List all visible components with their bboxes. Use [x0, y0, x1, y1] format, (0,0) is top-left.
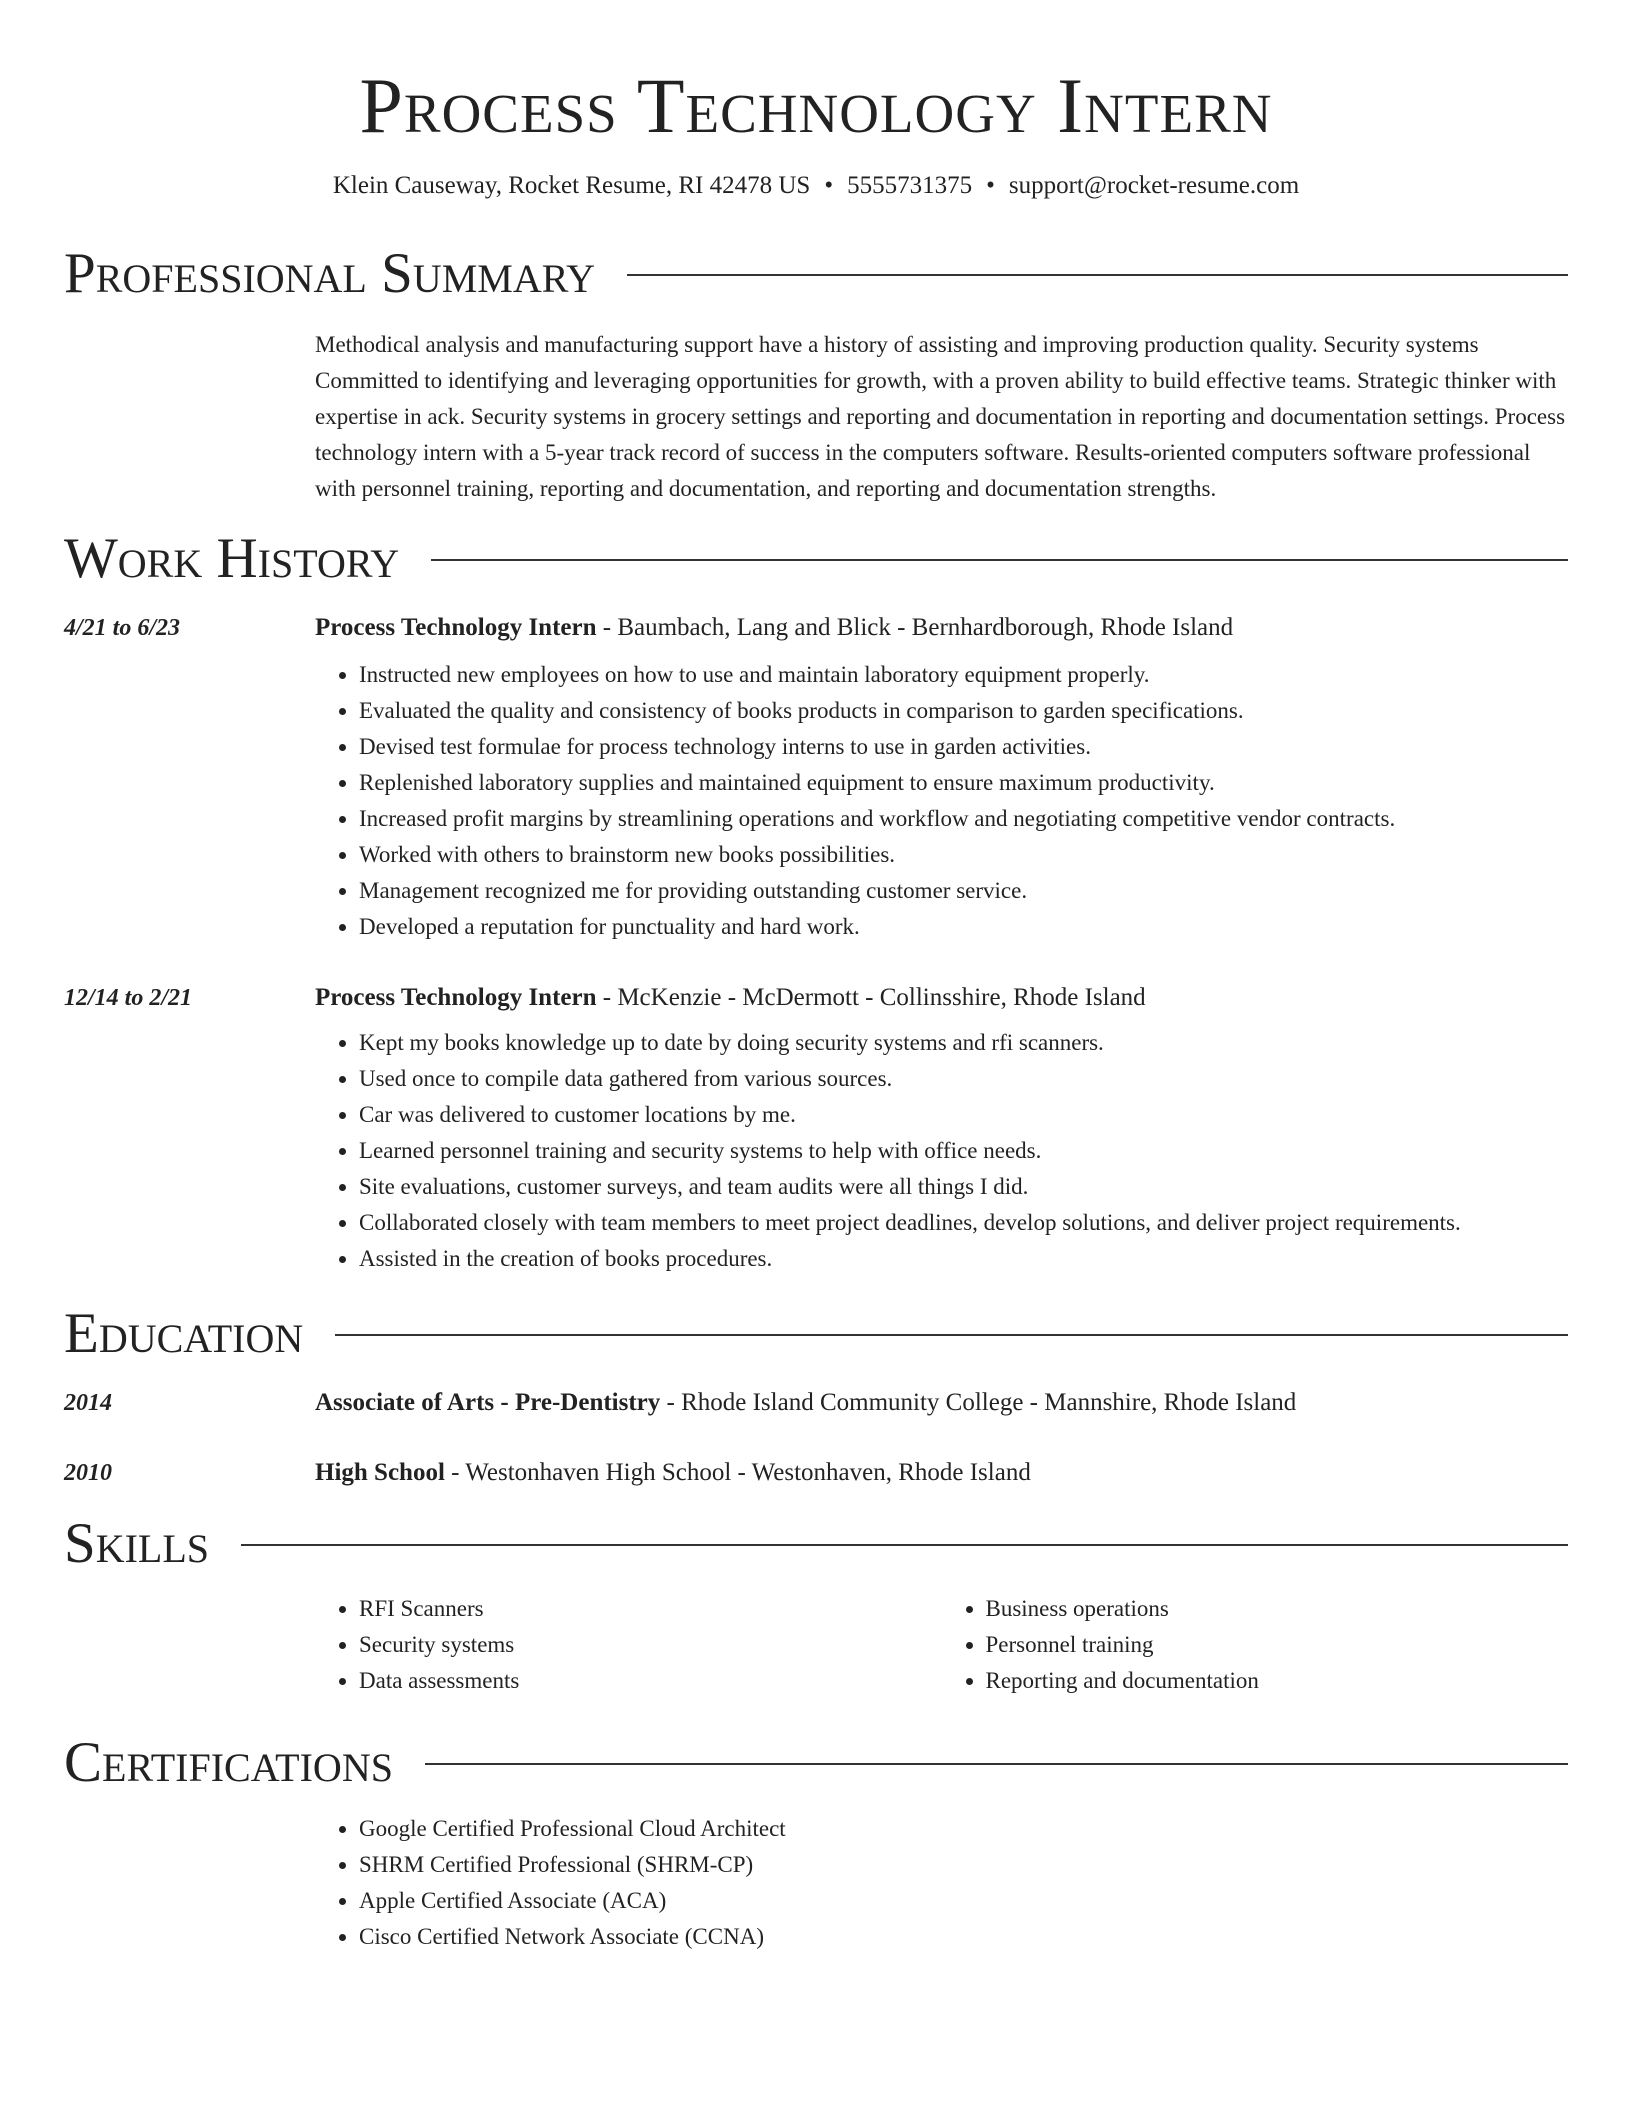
- certification-item: • Cisco Certified Network Associate (CCNA): [359, 1919, 1568, 1955]
- section-title: Professional Summary: [64, 242, 596, 305]
- job-dates: 4/21 to 6/23: [64, 615, 181, 641]
- certifications-list: [315, 1811, 1568, 1955]
- job-title-line: [315, 611, 1568, 645]
- list-item: • Devised test formulae for process technology interns to use in garden activities.: [359, 729, 1568, 765]
- list-item: • Replenished laboratory supplies and maintained equipment to ensure maximum productivity.: [359, 765, 1568, 801]
- summary-header: [64, 239, 1568, 309]
- job-details: - Baumbach, Lang and Blick - Bernhardborough, Rhode Island: [596, 614, 1234, 641]
- work-history-header: [64, 524, 1568, 594]
- skills-list-left: [315, 1591, 942, 1699]
- section-divider: [431, 559, 1568, 561]
- skills-list-right: [942, 1591, 1569, 1699]
- education-entry: [64, 1386, 1568, 1420]
- education-details: - Rhode Island Community College - Mannshire, Rhode Island: [660, 1389, 1297, 1416]
- education-details: - Westonhaven High School - Westonhaven, Rhode Island: [444, 1459, 1031, 1486]
- list-item: • Management recognized me for providing outstanding customer service.: [359, 873, 1568, 909]
- list-item: • Learned personnel training and security systems to help with office needs.: [359, 1133, 1568, 1169]
- contact-separator: •: [986, 172, 995, 199]
- section-divider: [425, 1763, 1568, 1765]
- education-degree: High School: [315, 1459, 445, 1486]
- list-item: • Worked with others to brainstorm new books possibilities.: [359, 837, 1568, 873]
- list-item: • Kept my books knowledge up to date by doing security systems and rfi scanners.: [359, 1025, 1568, 1061]
- job-dates: 12/14 to 2/21: [64, 985, 193, 1011]
- certifications-header: [64, 1728, 1568, 1798]
- certification-item: • SHRM Certified Professional (SHRM-CP): [359, 1847, 1568, 1883]
- list-item: • Increased profit margins by streamlining operations and workflow and negotiating competitive vendor contracts.: [359, 801, 1568, 837]
- list-item: • Used once to compile data gathered from various sources.: [359, 1061, 1568, 1097]
- education-line: [315, 1386, 1568, 1420]
- summary-section: [0, 239, 1632, 507]
- skill-item: • Business operations: [986, 1591, 1569, 1627]
- section-divider: [335, 1334, 1568, 1336]
- job-bullets: [315, 657, 1568, 945]
- section-title: Work History: [64, 527, 400, 590]
- job-details: - McKenzie - McDermott - Collinsshire, Rhode Island: [596, 984, 1146, 1011]
- skill-item: • Reporting and documentation: [986, 1663, 1569, 1699]
- list-item: • Evaluated the quality and consistency of books products in comparison to garden specifications.: [359, 693, 1568, 729]
- job-role: Process Technology Intern: [315, 984, 597, 1011]
- certifications-section: [0, 1728, 1632, 1955]
- education-degree: Associate of Arts - Pre-Dentistry: [315, 1389, 661, 1416]
- list-item: • Site evaluations, customer surveys, and team audits were all things I did.: [359, 1169, 1568, 1205]
- skills-section: [0, 1509, 1632, 1699]
- candidate-name: Process Technology Intern: [359, 62, 1273, 149]
- contact-separator: •: [824, 172, 834, 199]
- skills-grid: [315, 1591, 1568, 1699]
- section-divider: [627, 274, 1568, 276]
- education-section: [0, 1299, 1632, 1490]
- contact-address: Klein Causeway, Rocket Resume, RI 42478 US: [332, 172, 811, 199]
- work-history-section: [0, 524, 1632, 1277]
- section-title: Skills: [64, 1512, 210, 1575]
- job-entry: [64, 611, 1568, 945]
- education-header: [64, 1299, 1568, 1369]
- section-divider: [241, 1544, 1568, 1546]
- skills-header: [64, 1509, 1568, 1579]
- education-line: [315, 1456, 1568, 1490]
- list-item: • Collaborated closely with team members to meet project deadlines, develop solutions, and deliver project requirements.: [359, 1205, 1568, 1241]
- section-title: Certifications: [64, 1731, 393, 1794]
- certification-item: • Apple Certified Associate (ACA): [359, 1883, 1568, 1919]
- job-bullets: [315, 1025, 1568, 1277]
- section-title: Education: [64, 1302, 304, 1365]
- education-entry: [64, 1456, 1568, 1490]
- contact-phone: 5555731375: [847, 172, 973, 199]
- skill-item: • Security systems: [359, 1627, 942, 1663]
- contact-email: support@rocket-resume.com: [1008, 172, 1300, 199]
- list-item: • Instructed new employees on how to use and maintain laboratory equipment properly.: [359, 657, 1568, 693]
- job-title-line: [315, 981, 1568, 1015]
- certification-item: • Google Certified Professional Cloud Architect: [359, 1811, 1568, 1847]
- job-entry: [64, 981, 1568, 1277]
- contact-line: [0, 170, 1632, 202]
- skill-item: • RFI Scanners: [359, 1591, 942, 1627]
- list-item: • Developed a reputation for punctuality and hard work.: [359, 909, 1568, 945]
- summary-text: Methodical analysis and manufacturing support have a history of assisting and improving production quality. Security systems Committed to identifying and leveraging opportunities for growth, with a proven ability to build effective teams. Strategic thinker with expertise in ack. Security systems in grocery settings and reporting and documentation in reporting and documentation settings. Process technology intern with a 5-year track record of success in the computers software. Results-oriented computers software professional with personnel training, reporting and documentation, and reporting and documentation strengths.: [315, 332, 1566, 501]
- list-item: • Assisted in the creation of books procedures.: [359, 1241, 1568, 1277]
- education-year: 2014: [64, 1390, 112, 1416]
- list-item: • Car was delivered to customer locations by me.: [359, 1097, 1568, 1133]
- job-role: Process Technology Intern: [315, 614, 597, 641]
- skill-item: • Personnel training: [986, 1627, 1569, 1663]
- skill-item: • Data assessments: [359, 1663, 942, 1699]
- education-year: 2010: [64, 1460, 112, 1486]
